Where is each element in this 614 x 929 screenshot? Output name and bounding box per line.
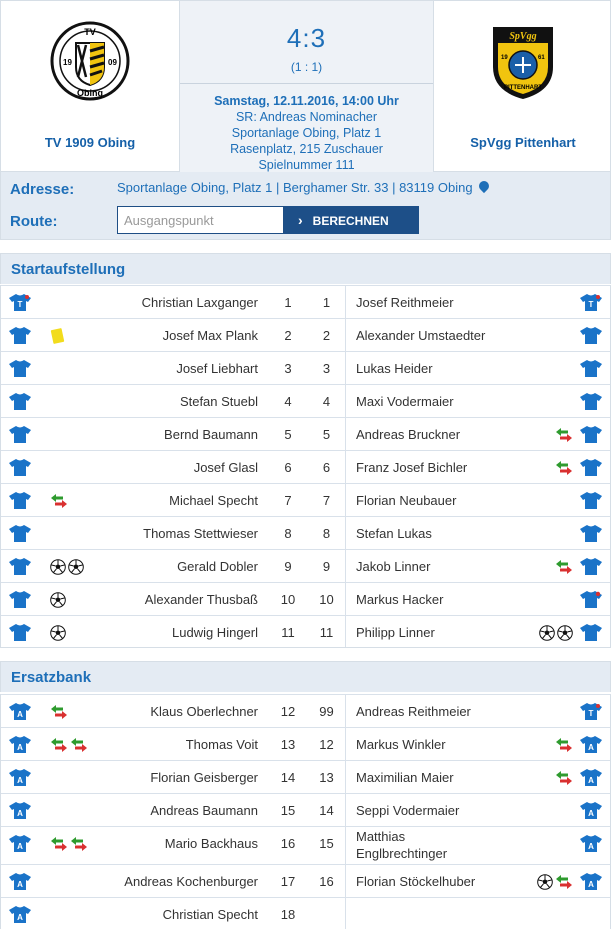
home-team-logo bbox=[50, 21, 130, 101]
away-player-name[interactable]: Josef Reithmeier bbox=[356, 295, 454, 310]
table-border bbox=[0, 285, 611, 648]
home-number: 11 bbox=[281, 625, 295, 640]
home-player-name[interactable]: Gerald Dobler bbox=[177, 559, 258, 574]
svg-text:A: A bbox=[17, 710, 23, 719]
away-player-name[interactable]: Seppi Vodermaier bbox=[356, 803, 460, 818]
svg-text:A: A bbox=[17, 743, 23, 752]
away-number: 11 bbox=[319, 625, 334, 640]
away-team-logo bbox=[483, 21, 563, 101]
away-number: 1 bbox=[322, 295, 331, 310]
home-player-name[interactable]: Stefan Stuebl bbox=[179, 394, 258, 409]
away-player-name[interactable]: Lukas Heider bbox=[356, 361, 433, 376]
home-number: 2 bbox=[284, 328, 292, 343]
home-player-name[interactable]: Michael Specht bbox=[169, 493, 258, 508]
away-number: 3 bbox=[322, 361, 331, 376]
home-player-name[interactable]: Mario Backhaus bbox=[164, 836, 258, 851]
home-number: 6 bbox=[284, 460, 292, 475]
home-player-name[interactable]: Josef Max Plank bbox=[162, 328, 258, 343]
away-player-name[interactable]: Jakob Linner bbox=[356, 559, 431, 574]
away-number: 16 bbox=[319, 874, 334, 889]
halftime-score: (1 : 1) bbox=[290, 60, 323, 74]
svg-text:A: A bbox=[588, 809, 594, 818]
home-player-name[interactable]: Klaus Oberlechner bbox=[150, 704, 258, 719]
final-score: 4:3 bbox=[286, 23, 327, 53]
home-player-name[interactable]: Christian Specht bbox=[162, 907, 258, 922]
svg-text:A: A bbox=[588, 880, 594, 889]
table-border bbox=[0, 694, 611, 929]
divider bbox=[180, 83, 433, 84]
away-player-name[interactable]: Franz Josef Bichler bbox=[356, 460, 468, 475]
svg-text:A: A bbox=[588, 743, 594, 752]
home-number: 8 bbox=[284, 526, 292, 541]
svg-text:A: A bbox=[588, 842, 594, 851]
match-info bbox=[180, 93, 433, 173]
home-player-name[interactable]: Christian Laxganger bbox=[141, 295, 258, 310]
away-player-name[interactable]: Matthias Englbrechtinger bbox=[356, 829, 448, 861]
away-player-name[interactable]: Maxi Vodermaier bbox=[356, 394, 454, 409]
away-number: 15 bbox=[319, 836, 334, 851]
svg-text:09: 09 bbox=[108, 58, 117, 67]
calculate-route-button[interactable] bbox=[284, 206, 419, 234]
lineup-title: Startaufstellung bbox=[11, 261, 126, 278]
address-value[interactable] bbox=[117, 180, 489, 195]
svg-text:Obing: Obing bbox=[77, 88, 103, 98]
away-player-name[interactable]: Philipp Linner bbox=[356, 625, 435, 640]
away-player-name[interactable]: Stefan Lukas bbox=[356, 526, 432, 541]
svg-text:A: A bbox=[17, 880, 23, 889]
home-player-name[interactable]: Florian Geisberger bbox=[150, 770, 258, 785]
away-team-block[interactable] bbox=[434, 1, 612, 173]
away-player-name[interactable]: Maximilian Maier bbox=[356, 770, 454, 785]
match-header bbox=[0, 0, 611, 172]
home-number: 15 bbox=[280, 803, 296, 818]
referee: SR: Andreas Nominacher bbox=[235, 110, 378, 124]
svg-text:A: A bbox=[17, 913, 23, 922]
home-number: 3 bbox=[284, 361, 292, 376]
svg-text:PITTENHART: PITTENHART bbox=[504, 85, 542, 91]
away-number: 10 bbox=[319, 592, 334, 607]
away-player-name[interactable]: Florian Neubauer bbox=[356, 493, 457, 508]
home-team-block[interactable] bbox=[1, 1, 179, 173]
bench-title: Ersatzbank bbox=[11, 669, 92, 686]
away-player-name[interactable]: Andreas Bruckner bbox=[356, 427, 461, 442]
home-player-name[interactable]: Andreas Kochenburger bbox=[124, 874, 258, 889]
away-player-name[interactable]: Alexander Umstaedter bbox=[356, 328, 486, 343]
home-number: 4 bbox=[284, 394, 292, 409]
home-number: 7 bbox=[284, 493, 292, 508]
home-number: 16 bbox=[280, 836, 296, 851]
home-player-name[interactable]: Ludwig Hingerl bbox=[172, 625, 258, 640]
svg-text:SpVgg: SpVgg bbox=[509, 31, 537, 42]
svg-text:A: A bbox=[17, 809, 23, 818]
away-number: 13 bbox=[319, 770, 334, 785]
home-player-name[interactable]: Andreas Baumann bbox=[150, 803, 258, 818]
svg-text:TV: TV bbox=[84, 27, 96, 37]
home-number: 9 bbox=[284, 559, 292, 574]
home-number: 10 bbox=[280, 592, 296, 607]
svg-text:19: 19 bbox=[63, 58, 72, 67]
home-player-name[interactable]: Josef Liebhart bbox=[176, 361, 258, 376]
away-number: 9 bbox=[322, 559, 331, 574]
away-number: 2 bbox=[322, 328, 331, 343]
home-player-name[interactable]: Bernd Baumann bbox=[164, 427, 258, 442]
surface-attendance: Rasenplatz, 215 Zuschauer bbox=[230, 142, 383, 156]
away-number: 4 bbox=[322, 394, 331, 409]
away-player-name[interactable]: Andreas Reithmeier bbox=[356, 704, 471, 719]
game-number: Spielnummer 111 bbox=[258, 158, 355, 172]
section-bench bbox=[0, 661, 611, 692]
home-player-name[interactable]: Alexander Thusbaß bbox=[144, 592, 258, 607]
svg-text:19: 19 bbox=[501, 55, 508, 61]
away-number: 14 bbox=[319, 803, 334, 818]
svg-text:T: T bbox=[588, 709, 594, 718]
home-number: 18 bbox=[280, 907, 296, 922]
home-number: 17 bbox=[280, 874, 296, 889]
svg-text:T: T bbox=[17, 300, 23, 309]
svg-text:A: A bbox=[588, 776, 594, 785]
svg-text:A: A bbox=[17, 842, 23, 851]
away-number: 5 bbox=[322, 427, 331, 442]
address-text[interactable]: Sportanlage Obing, Platz 1 | Berghamer Str. 33 | 83119 Obing bbox=[117, 180, 473, 195]
home-number: 5 bbox=[284, 427, 292, 442]
route-label: Route: bbox=[10, 213, 58, 230]
home-number: 1 bbox=[284, 295, 292, 310]
away-number: 7 bbox=[322, 493, 331, 508]
venue: Sportanlage Obing, Platz 1 bbox=[231, 126, 382, 140]
address-label: Adresse: bbox=[10, 181, 75, 198]
home-player-name[interactable]: Josef Glasl bbox=[193, 460, 258, 475]
away-team-name[interactable]: SpVgg Pittenhart bbox=[470, 135, 576, 150]
away-number: 99 bbox=[319, 704, 334, 719]
home-number: 14 bbox=[280, 770, 296, 785]
away-number: 12 bbox=[319, 737, 334, 752]
match-date: Samstag, 12.11.2016, 14:00 Uhr bbox=[214, 94, 399, 108]
home-team-name[interactable]: TV 1909 Obing bbox=[44, 135, 136, 150]
away-player-name[interactable]: Florian Stöckelhuber bbox=[356, 874, 476, 889]
home-player-name[interactable]: Thomas Voit bbox=[185, 737, 258, 752]
map-pin-icon[interactable] bbox=[477, 179, 491, 193]
svg-text:A: A bbox=[17, 776, 23, 785]
svg-text:61: 61 bbox=[538, 55, 545, 61]
away-number: 6 bbox=[322, 460, 331, 475]
home-number: 13 bbox=[280, 737, 296, 752]
score-panel bbox=[179, 1, 434, 173]
svg-text:T: T bbox=[588, 300, 594, 309]
route-start-input[interactable] bbox=[117, 206, 284, 234]
section-lineup bbox=[0, 253, 611, 284]
away-player-name[interactable]: Markus Winkler bbox=[356, 737, 446, 752]
home-number: 12 bbox=[280, 704, 296, 719]
away-number: 8 bbox=[322, 526, 331, 541]
chevron-right-icon: › bbox=[298, 212, 303, 228]
home-player-name[interactable]: Thomas Stettwieser bbox=[143, 526, 258, 541]
calculate-route-label: BERECHNEN bbox=[312, 214, 389, 228]
away-player-name[interactable]: Markus Hacker bbox=[356, 592, 444, 607]
